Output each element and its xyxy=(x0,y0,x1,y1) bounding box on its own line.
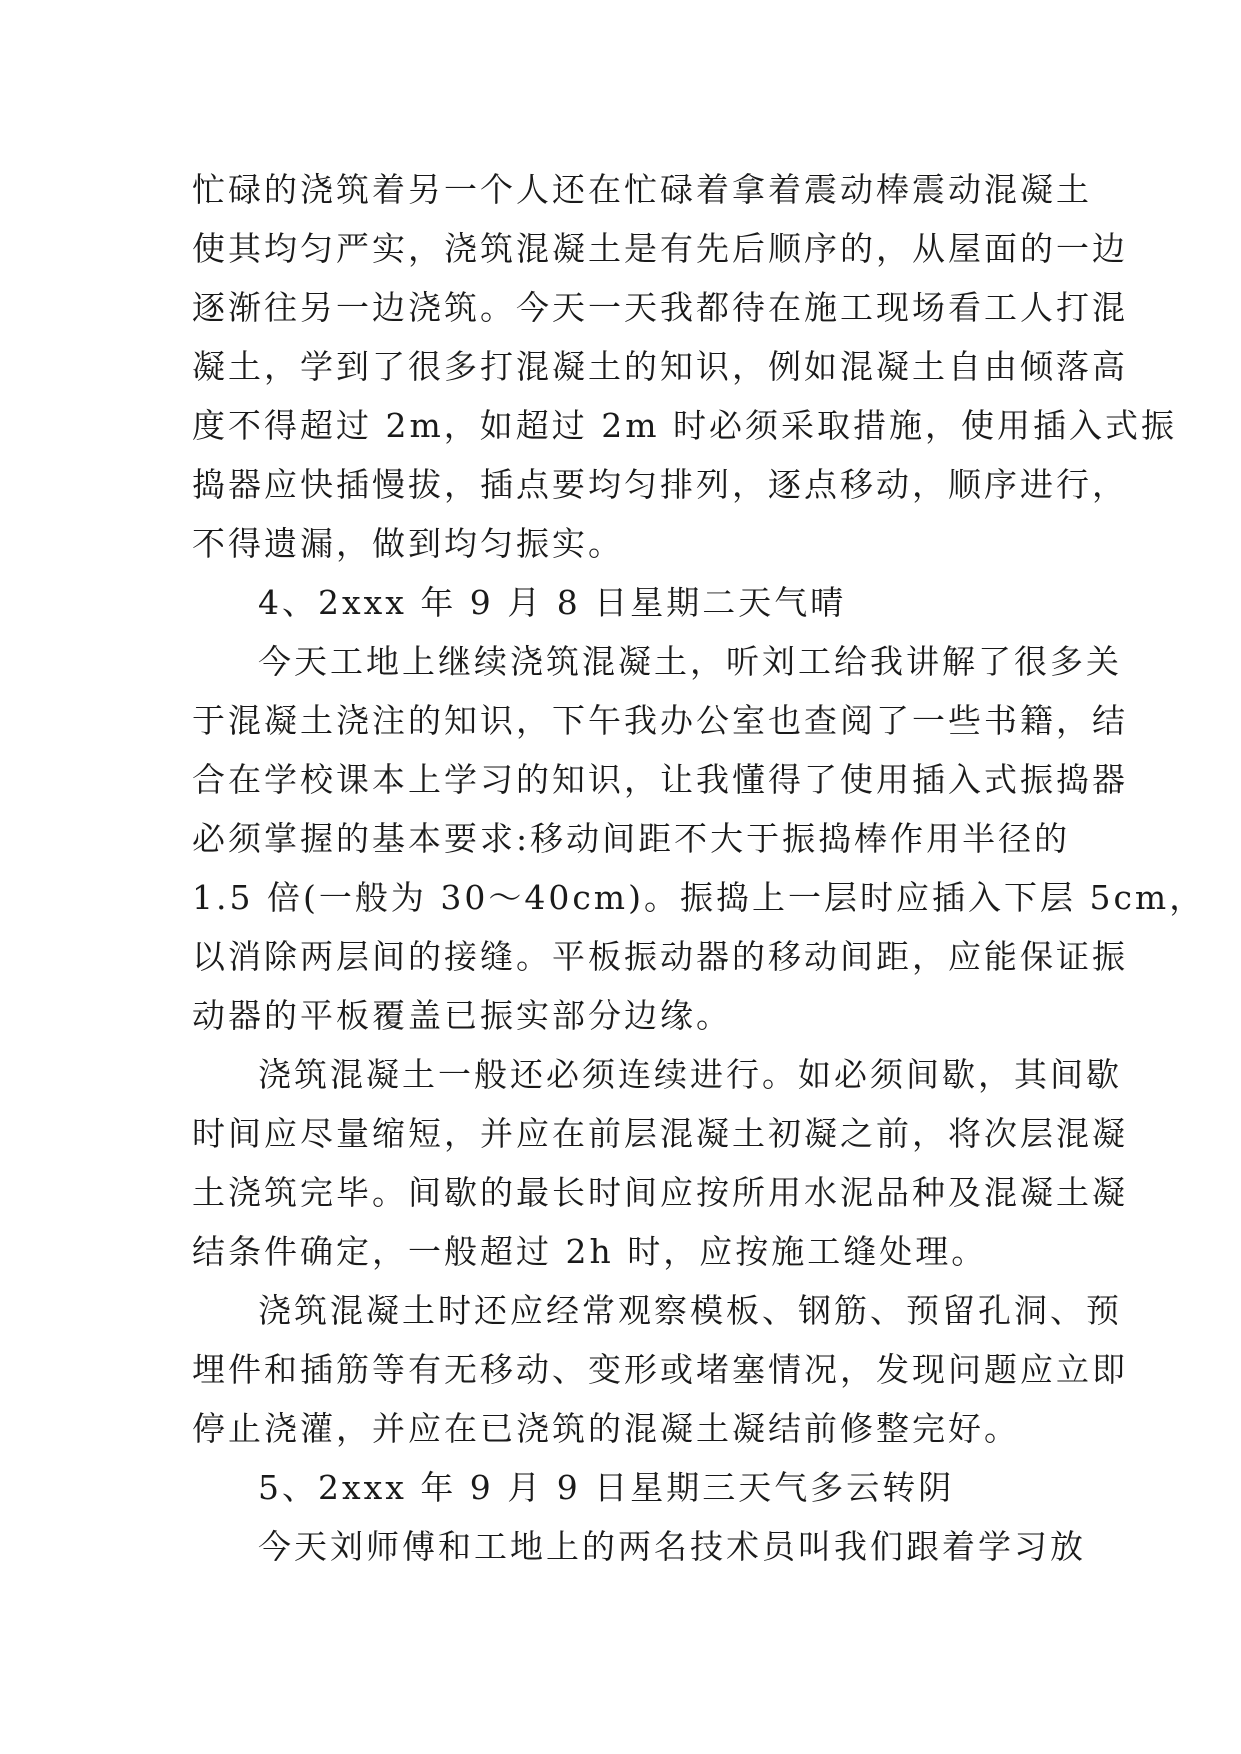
document-body xyxy=(192,160,1206,1576)
text-line: 动器的平板覆盖已振实部分边缘。 xyxy=(192,996,732,1035)
text-line: 不得遗漏，做到均匀振实。 xyxy=(192,524,624,563)
text-line: 以消除两层间的接缝。平板振动器的移动间距，应能保证振 xyxy=(192,937,1128,976)
text-line: 度不得超过 2m，如超过 2m 时必须采取措施，使用插入式振 xyxy=(192,406,1178,445)
text-line: 忙碌的浇筑着另一个人还在忙碌着拿着震动棒震动混凝土 xyxy=(192,170,1092,209)
section-heading-day-4: 4、2xxx 年 9 月 8 日星期二天气晴 xyxy=(258,583,847,622)
paragraph-start: 今天刘师傅和工地上的两名技术员叫我们跟着学习放 xyxy=(258,1527,1086,1566)
paragraph-start: 浇筑混凝土时还应经常观察模板、钢筋、预留孔洞、预 xyxy=(258,1291,1122,1330)
section-heading-day-5: 5、2xxx 年 9 月 9 日星期三天气多云转阴 xyxy=(258,1468,955,1507)
text-line: 停止浇灌，并应在已浇筑的混凝土凝结前修整完好。 xyxy=(192,1409,1020,1448)
text-line: 埋件和插筋等有无移动、变形或堵塞情况，发现问题应立即 xyxy=(192,1350,1128,1389)
text-line: 凝土，学到了很多打混凝土的知识，例如混凝土自由倾落高 xyxy=(192,347,1128,386)
text-line: 土浇筑完毕。间歇的最长时间应按所用水泥品种及混凝土凝 xyxy=(192,1173,1128,1212)
text-line: 捣器应快插慢拔，插点要均匀排列，逐点移动，顺序进行， xyxy=(192,465,1128,504)
text-line: 时间应尽量缩短，并应在前层混凝土初凝之前，将次层混凝 xyxy=(192,1114,1128,1153)
text-line: 1.5 倍(一般为 30～40cm)。振捣上一层时应插入下层 5cm， xyxy=(192,878,1206,917)
text-line: 使其均匀严实，浇筑混凝土是有先后顺序的，从屋面的一边 xyxy=(192,229,1128,268)
text-line: 必须掌握的基本要求:移动间距不大于振捣棒作用半径的 xyxy=(192,819,1071,858)
text-line: 于混凝土浇注的知识，下午我办公室也查阅了一些书籍，结 xyxy=(192,701,1128,740)
paragraph-start: 浇筑混凝土一般还必须连续进行。如必须间歇，其间歇 xyxy=(258,1055,1122,1094)
paragraph-start: 今天工地上继续浇筑混凝土，听刘工给我讲解了很多关 xyxy=(258,642,1122,681)
text-line: 逐渐往另一边浇筑。今天一天我都待在施工现场看工人打混 xyxy=(192,288,1128,327)
text-line: 结条件确定，一般超过 2h 时，应按施工缝处理。 xyxy=(192,1232,988,1271)
text-line: 合在学校课本上学习的知识，让我懂得了使用插入式振捣器 xyxy=(192,760,1128,799)
